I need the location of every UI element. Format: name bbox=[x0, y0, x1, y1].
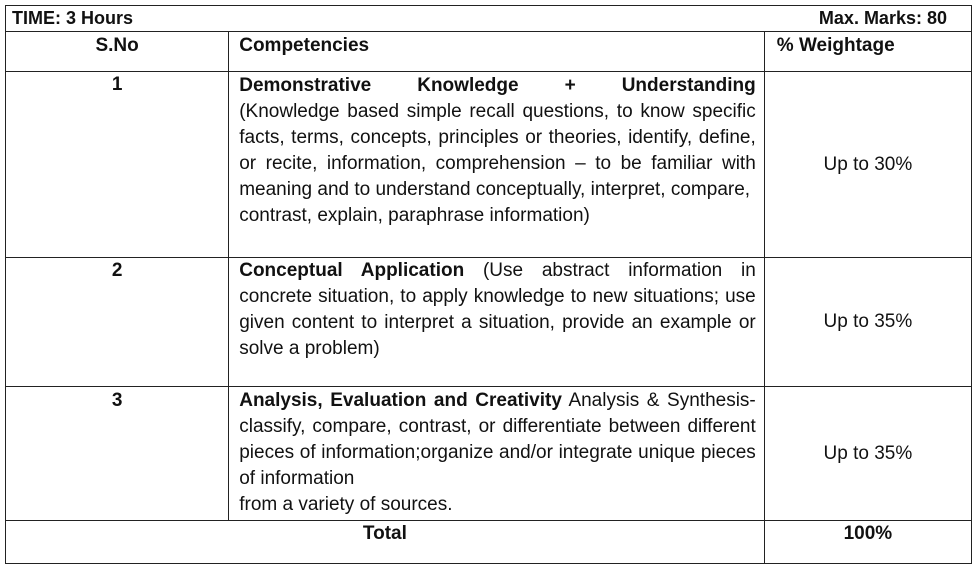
competency-description: (Knowledge based simple recall questions, to know specific facts, terms, concepts, principles or theories, identify, define, or recite, information, comprehension – to be familiar with meaning and to understand conceptually, interpret, compare, bbox=[239, 101, 756, 200]
competency-title: Demonstrative Knowledge + Understanding bbox=[239, 75, 756, 96]
row-competency bbox=[229, 387, 765, 521]
row-sno: 3 bbox=[6, 387, 229, 521]
row-sno: 2 bbox=[6, 258, 229, 387]
competency-description-tail: from a variety of sources. bbox=[239, 494, 453, 515]
competency-title: Analysis, Evaluation and Creativity bbox=[239, 390, 562, 411]
competency-title: Conceptual Application bbox=[239, 260, 465, 281]
table-row bbox=[6, 387, 972, 521]
total-row bbox=[6, 521, 972, 564]
row-weightage: Up to 35% bbox=[764, 258, 971, 387]
row-competency bbox=[229, 72, 765, 258]
exam-header bbox=[5, 5, 972, 31]
row-weightage: Up to 35% bbox=[764, 387, 971, 521]
competency-description: Analysis & Synthesis- classify, compare, contrast, or differentiate between different pieces of information;organize and/or integrate unique pieces of information bbox=[239, 390, 756, 489]
column-header-weightage: % Weightage bbox=[764, 32, 971, 72]
row-competency bbox=[229, 258, 765, 387]
row-weightage: Up to 30% bbox=[764, 72, 971, 258]
competency-table bbox=[5, 31, 972, 564]
competency-description: (Use abstract information in concrete situation, to apply knowledge to new situations; use given content to interpret a situation, provide an example or solve a problem) bbox=[239, 260, 756, 359]
max-marks-label: Max. Marks: 80 bbox=[818, 8, 947, 28]
column-header-sno: S.No bbox=[6, 32, 229, 72]
table-header-row bbox=[6, 32, 972, 72]
table-row bbox=[6, 258, 972, 387]
table-row bbox=[6, 72, 972, 258]
competency-description-tail: contrast, explain, paraphrase information) bbox=[239, 205, 590, 226]
row-sno: 1 bbox=[6, 72, 229, 258]
column-header-competencies: Competencies bbox=[229, 32, 765, 72]
total-value: 100% bbox=[764, 521, 971, 564]
time-label: TIME: 3 Hours bbox=[12, 8, 134, 28]
competency-table-sheet bbox=[5, 5, 972, 564]
total-label: Total bbox=[6, 521, 765, 564]
